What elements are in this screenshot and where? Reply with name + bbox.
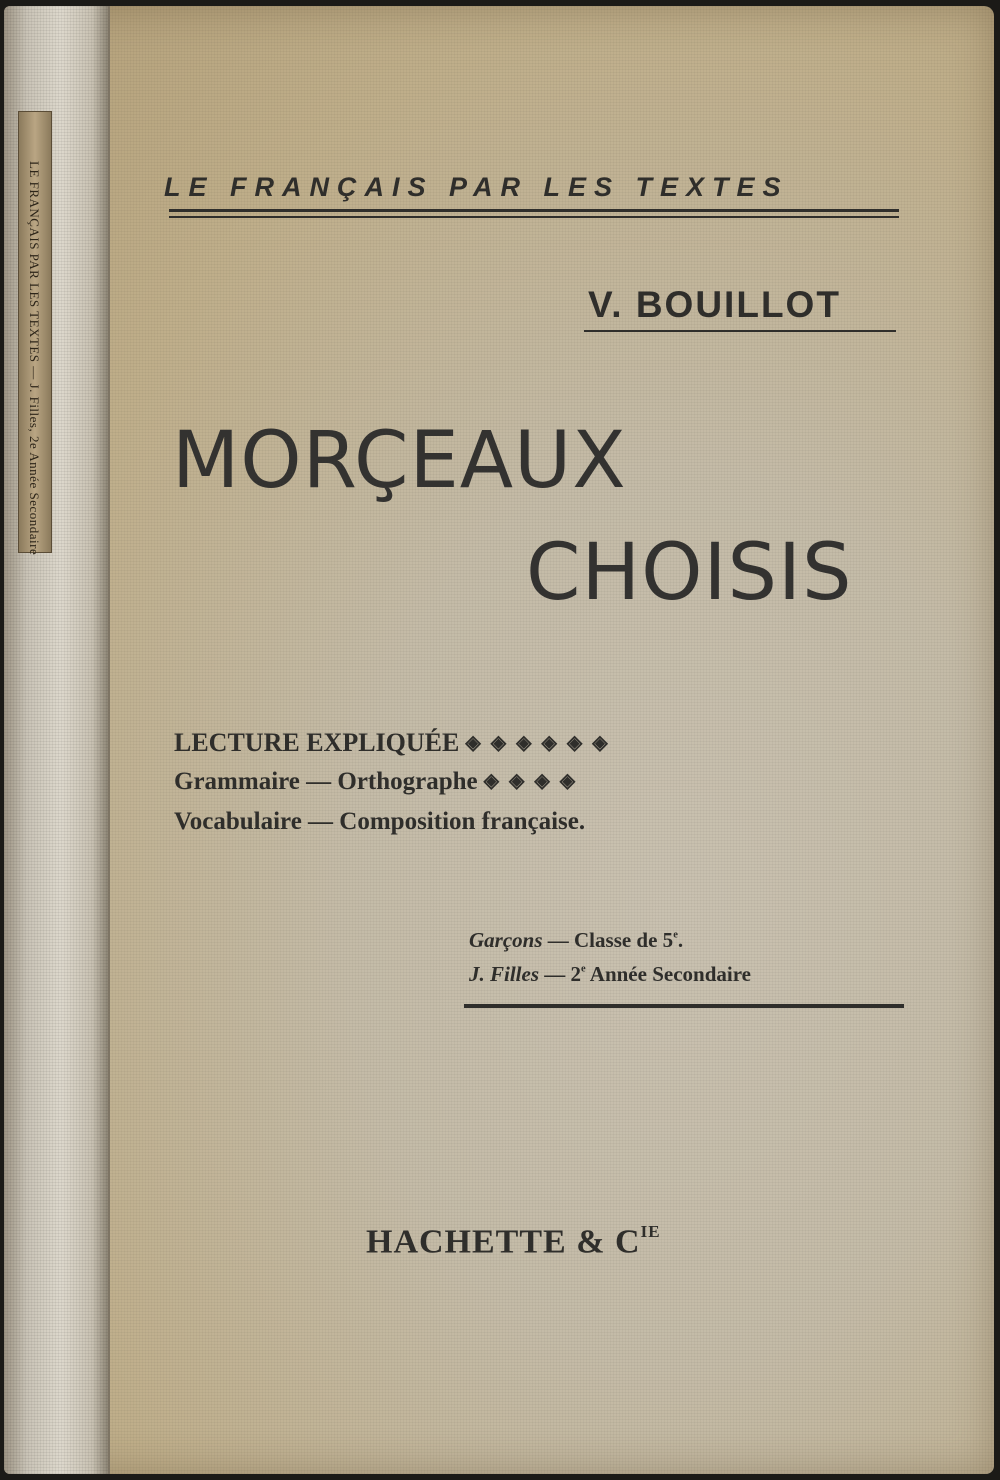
title-line-2: CHOISIS xyxy=(526,528,853,618)
subject-line-1 xyxy=(174,728,618,758)
publisher-name: HACHETTE & C xyxy=(366,1223,641,1261)
classes-underline xyxy=(464,1004,904,1008)
class-line-1-sup: e xyxy=(673,929,678,941)
book-cover xyxy=(4,6,994,1474)
class-line-1-rest: — Classe de 5 xyxy=(547,928,674,952)
author-underline xyxy=(584,330,896,332)
class-line-2 xyxy=(469,962,751,987)
subject-line-1-text: LECTURE EXPLIQUÉE xyxy=(174,728,460,757)
author-name: V. BOUILLOT xyxy=(588,284,841,325)
series-rule-bottom xyxy=(169,216,899,218)
subject-line-2-text: Grammaire — Orthographe xyxy=(174,768,478,795)
subject-line-2 xyxy=(174,768,585,796)
series-title: LE FRANÇAIS PAR LES TEXTES xyxy=(164,172,789,202)
series-rule-top xyxy=(169,209,899,212)
title-line-1: MORÇEAUX xyxy=(172,416,627,506)
class-line-2-rest: — 2 xyxy=(544,962,582,986)
class-line-1 xyxy=(469,928,683,953)
class-line-1-end: . xyxy=(677,928,684,952)
diamond-ornament: ◈◈◈◈◈◈ xyxy=(465,732,618,754)
publisher-sup: IE xyxy=(640,1222,661,1241)
publisher xyxy=(366,1222,661,1261)
spine-text: LE FRANÇAIS PAR LES TEXTES — J. Filles, 2e Année Secondaire xyxy=(27,161,42,556)
class-line-1-group: Garçons xyxy=(469,928,543,952)
diamond-ornament: ◈◈◈◈ xyxy=(483,770,586,792)
class-line-2-group: J. Filles xyxy=(469,962,540,986)
class-line-2-end: Année Secondaire xyxy=(589,962,751,986)
class-line-2-sup: e xyxy=(581,963,586,975)
subject-line-3: Vocabulaire — Composition française. xyxy=(174,808,586,835)
book-spine xyxy=(4,6,110,1474)
